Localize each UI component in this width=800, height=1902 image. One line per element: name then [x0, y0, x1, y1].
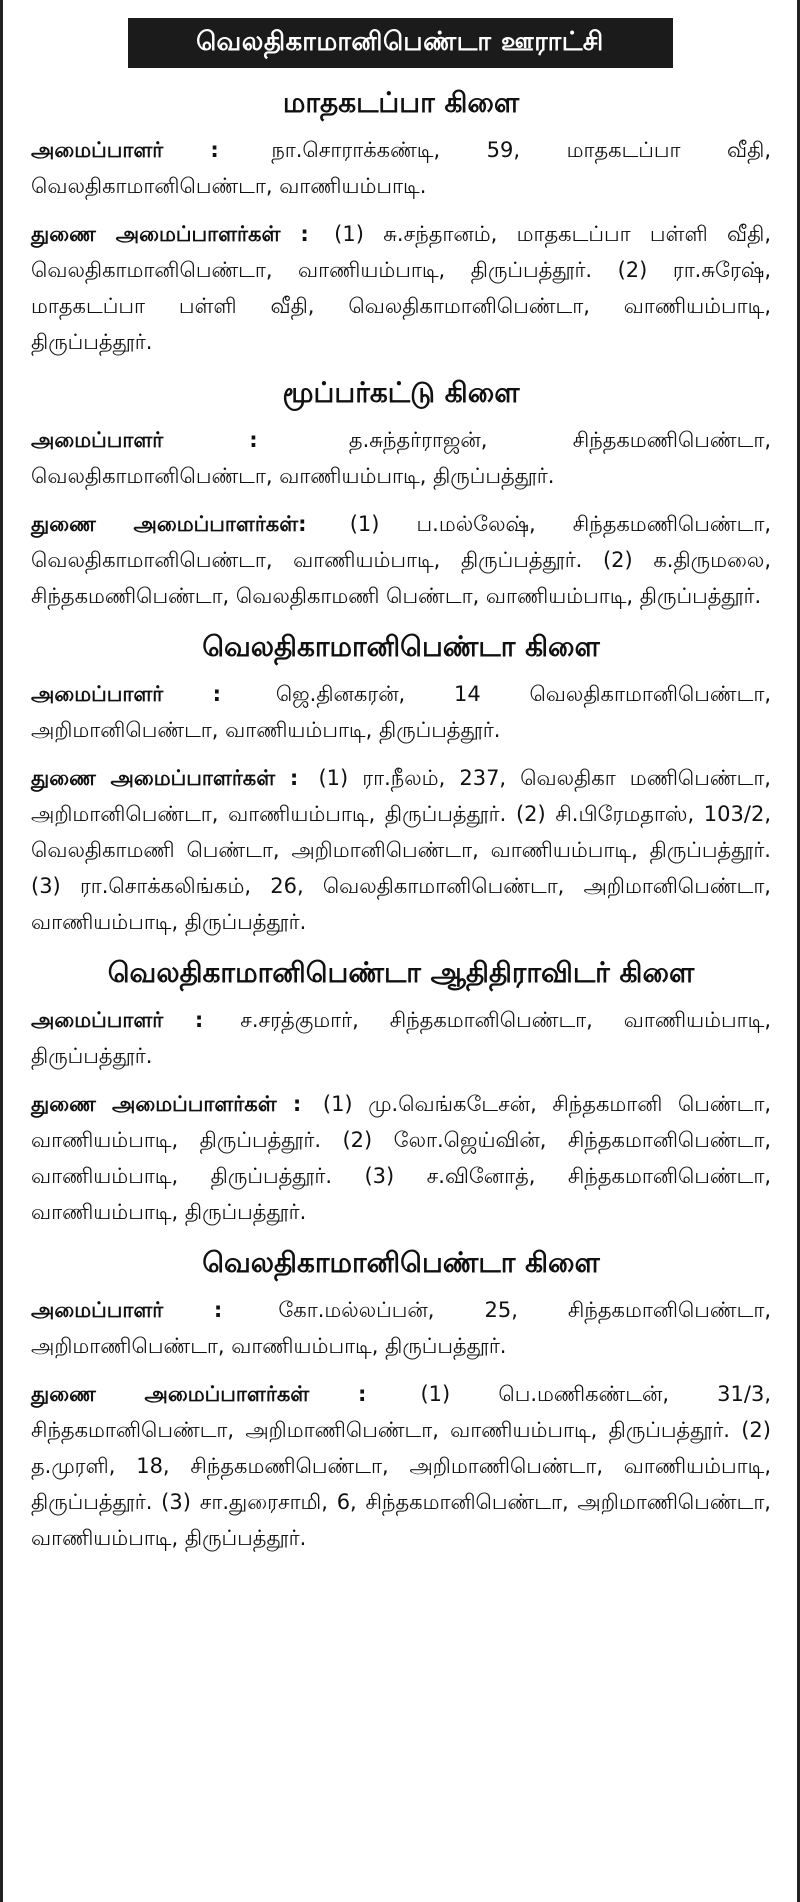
- branch-title: வெலதிகாமானிபெண்டா கிளை: [202, 630, 600, 663]
- organizer-label: அமைப்பாளர் :: [31, 428, 258, 452]
- organizer-label: அமைப்பாளர் :: [31, 682, 222, 706]
- branch-title: மூப்பர்கட்டு கிளை: [282, 376, 520, 409]
- deputies-text: (1) ப.மல்லேஷ், சிந்தகமணிபெண்டா, வெலதிகாமானிபெண்டா, வாணியம்பாடி, திருப்பத்தூர். (2) க.திருமலை, சிந்தகமணிபெண்டா, வெலதிகாமணி பெண்டா, வாணியம்பாடி, திருப்பத்தூர்.: [31, 512, 771, 608]
- branch-title: வெலதிகாமானிபெண்டா கிளை: [202, 1246, 600, 1279]
- branch-title: வெலதிகாமானிபெண்டா ஆதிதிராவிடர் கிளை: [107, 956, 695, 989]
- branch-section-5: [31, 1244, 771, 1556]
- deputies-paragraph: [31, 1376, 771, 1556]
- deputies-label: துணை அமைப்பாளர்கள் :: [31, 1382, 367, 1406]
- organizer-paragraph: [31, 676, 771, 748]
- organizer-label: அமைப்பாளர் :: [31, 138, 219, 162]
- deputies-text: (1) ரா.நீலம், 237, வெலதிகா மணிபெண்டா, அறிமானிபெண்டா, வாணியம்பாடி, திருப்பத்தூர். (2) சி.பிரேமதாஸ், 103/2, வெலதிகாமணி பெண்டா, அறிமானிபெண்டா, வாணியம்பாடி, திருப்பத்தூர். (3) ரா.சொக்கலிங்கம், 26, வெலதிகாமானிபெண்டா, அறிமானிபெண்டா, வாணியம்பாடி, திருப்பத்தூர்.: [31, 766, 771, 934]
- deputies-text: (1) மு.வெங்கடேசன், சிந்தகமானி பெண்டா, வாணியம்பாடி, திருப்பத்தூர். (2) லோ.ஜெய்வின், சிந்தகமானிபெண்டா, வாணியம்பாடி, திருப்பத்தூர். (3) ச.வினோத், சிந்தகமானிபெண்டா, வாணியம்பாடி, திருப்பத்தூர்.: [31, 1092, 771, 1224]
- deputies-label: துணை அமைப்பாளர்கள்:: [31, 512, 307, 536]
- organizer-label: அமைப்பாளர் :: [31, 1298, 223, 1322]
- organizer-text: கோ.மல்லப்பன், 25, சிந்தகமானிபெண்டா, அறிமாணிபெண்டா, வாணியம்பாடி, திருப்பத்தூர்.: [31, 1298, 771, 1358]
- branch-section-1: [31, 84, 771, 360]
- organizer-text: நா.சொராக்கண்டி, 59, மாதகடப்பா வீதி, வெலதிகாமானிபெண்டா, வாணியம்பாடி.: [31, 138, 771, 198]
- deputies-text: (1) சு.சந்தானம், மாதகடப்பா பள்ளி வீதி, வெலதிகாமானிபெண்டா, வாணியம்பாடி, திருப்பத்தூர். (2) ரா.சுரேஷ், மாதகடப்பா பள்ளி வீதி, வெலதிகாமானிபெண்டா, வாணியம்பாடி, திருப்பத்தூர்.: [31, 222, 771, 354]
- deputies-label: துணை அமைப்பாளர்கள் :: [31, 1092, 302, 1116]
- organizer-text: த.சுந்தர்ராஜன், சிந்தகமணிபெண்டா, வெலதிகாமானிபெண்டா, வாணியம்பாடி, திருப்பத்தூர்.: [31, 428, 771, 488]
- organizer-text: ச.சரத்குமார், சிந்தகமானிபெண்டா, வாணியம்பாடி, திருப்பத்தூர்.: [31, 1008, 771, 1068]
- deputies-label: துணை அமைப்பாளர்கள் :: [31, 766, 299, 790]
- branch-section-2: [31, 374, 771, 614]
- deputies-paragraph: [31, 506, 771, 614]
- deputies-text: (1) பெ.மணிகண்டன், 31/3, சிந்தகமானிபெண்டா, அறிமாணிபெண்டா, வாணியம்பாடி, திருப்பத்தூர். (2) த.முரளி, 18, சிந்தகமணிபெண்டா, அறிமாணிபெண்டா, வாணியம்பாடி, திருப்பத்தூர். (3) சா.துரைசாமி, 6, சிந்தகமானிபெண்டா, அறிமாணிபெண்டா, வாணியம்பாடி, திருப்பத்தூர்.: [31, 1382, 771, 1550]
- deputies-label: துணை அமைப்பாளர்கள் :: [31, 222, 309, 246]
- organizer-text: ஜெ.தினகரன், 14 வெலதிகாமானிபெண்டா, அறிமானிபெண்டா, வாணியம்பாடி, திருப்பத்தூர்.: [31, 682, 771, 742]
- organizer-paragraph: [31, 1002, 771, 1074]
- branch-title: மாதகடப்பா கிளை: [282, 86, 520, 119]
- organizer-paragraph: [31, 1292, 771, 1364]
- branch-section-3: [31, 628, 771, 940]
- organizer-paragraph: [31, 132, 771, 204]
- deputies-paragraph: [31, 1086, 771, 1230]
- deputies-paragraph: [31, 760, 771, 940]
- content: [3, 84, 797, 1556]
- organizer-label: அமைப்பாளர் :: [31, 1008, 204, 1032]
- branch-section-4: [31, 954, 771, 1230]
- deputies-paragraph: [31, 216, 771, 360]
- organizer-paragraph: [31, 422, 771, 494]
- page-title: வெலதிகாமானிபெண்டா ஊராட்சி: [128, 18, 673, 68]
